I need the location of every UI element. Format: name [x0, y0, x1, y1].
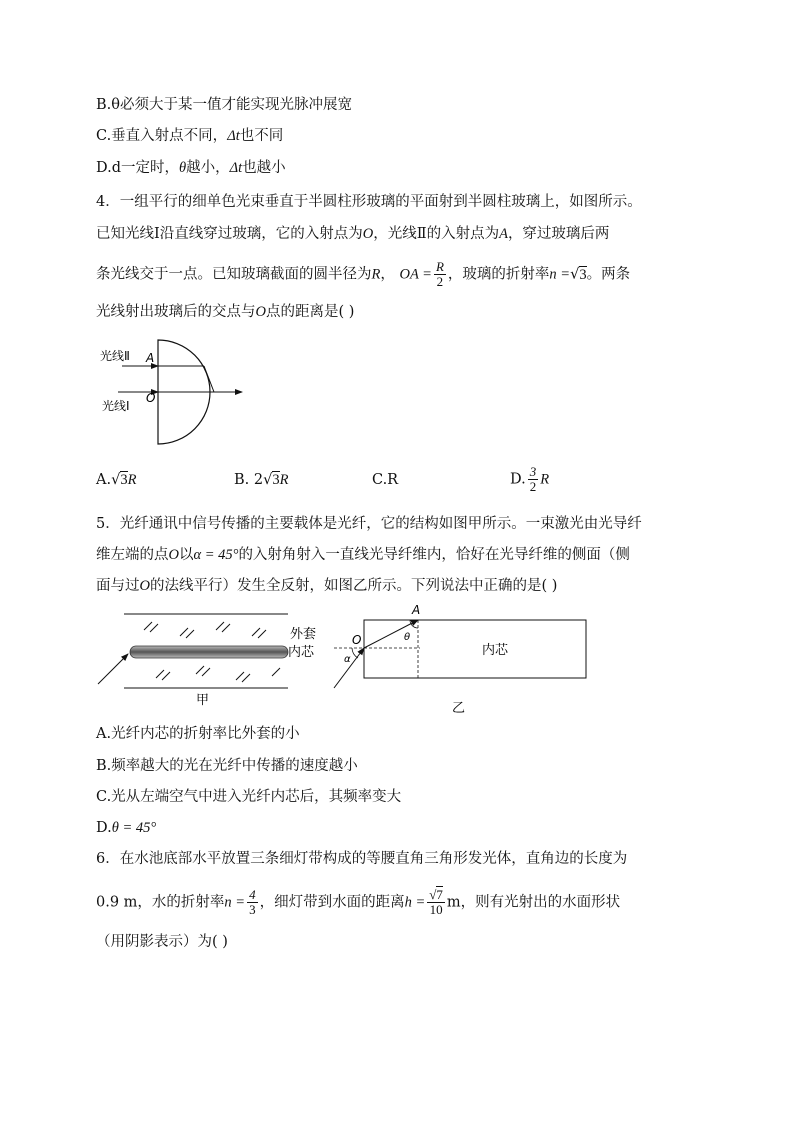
label-a: A: [146, 351, 155, 365]
q6-n: n =: [224, 894, 246, 911]
q4-semicircle-figure: [96, 334, 256, 449]
q4-option-c: C.R: [372, 472, 399, 488]
q4-text: ，玻璃的折射率: [447, 266, 550, 283]
label-ray-ii: 光线Ⅱ: [100, 349, 130, 363]
q5-text: 维左端的点: [96, 547, 169, 563]
q4-line-4: [96, 302, 354, 322]
q3-option-c-tail: 也不同: [239, 128, 284, 144]
q4-line-1: 4．一组平行的细单色光束垂直于半圆柱形玻璃的平面射到半圆柱玻璃上，如图所示。: [96, 194, 642, 210]
q4-option-b: B. 2√3R: [234, 472, 289, 488]
label-alpha: α: [344, 654, 351, 665]
q6-fraction-n: $\frac{4}{3}$: [249, 887, 256, 917]
q3-option-b: B.θ必须大于某一值才能实现光脉冲展宽: [96, 97, 352, 113]
q4-oa: OA =: [399, 266, 432, 283]
q3-option-d: [96, 158, 286, 178]
q5-option-d: D.θ = 45°: [96, 820, 157, 836]
label-outer: 外套: [290, 627, 317, 642]
q3-theta: θ: [179, 160, 187, 176]
q4-option-a: A.√3R: [96, 472, 137, 488]
q4-line-3: 条光线交于一点。已知玻璃截面的圆半径为R， OA = $\frac{R}{2}$ ，玻璃的折射率n =√3。两条: [96, 259, 631, 289]
q4-text: ，光线Ⅱ的入射点为: [373, 226, 500, 242]
label-o-yi: O: [352, 633, 362, 647]
label-o: O: [146, 391, 156, 405]
q4-text: 点的距离是( ): [265, 304, 355, 320]
ray-ii-out: [204, 366, 214, 392]
q5-text: 面与过: [96, 578, 140, 594]
label-jia: 甲: [196, 693, 210, 706]
fiber-core: [130, 646, 288, 658]
label-core-yi: 内芯: [482, 643, 509, 658]
label-theta: θ: [404, 632, 411, 643]
q5-line-2: [96, 545, 630, 565]
q6-text: ，细灯带到水面的距离: [259, 894, 405, 911]
q6-text: m，则有光射出的水面形状: [446, 894, 621, 911]
q5-alpha: α = 45°: [193, 547, 239, 563]
q5-line-3: [96, 576, 557, 596]
q4-text: 条光线交于一点。已知玻璃截面的圆半径为: [96, 266, 372, 283]
q6-line-2: [96, 888, 620, 917]
label-ray-i: 光线Ⅰ: [102, 399, 130, 413]
q4-text: 已知光线Ⅰ沿直线穿过玻璃，它的入射点为: [96, 226, 363, 242]
q4-radius: R: [371, 266, 381, 283]
q3-option-d-tail: 也越小: [242, 160, 286, 176]
q5-line-1: 5．光纤通讯中信号传播的主要载体是光纤，它的结构如图甲所示。一束激光由光导纤: [96, 516, 642, 532]
q4-text: ，穿过玻璃后两: [507, 226, 610, 242]
q6-line-3: （用阴影表示）为( ): [96, 934, 228, 950]
q5-option-b: B.频率越大的光在光纤中传播的速度越小: [96, 758, 358, 774]
label-yi: 乙: [452, 701, 466, 716]
incident-ray: [98, 654, 128, 684]
q3-option-c: [96, 126, 283, 146]
q3-option-d-text: D.d一定时，: [96, 160, 179, 176]
q4-point-o-2: O: [255, 304, 266, 320]
q5-point-o: O: [168, 547, 179, 563]
q4-text: 光线射出玻璃后的交点与: [96, 304, 256, 320]
q5-option-a: A.光纤内芯的折射率比外套的小: [96, 726, 300, 742]
q4-option-d: D. $\frac{3}{2}$ R: [510, 464, 550, 494]
q3-delta-t: Δt: [227, 128, 240, 144]
q5-option-c: C.光从左端空气中进入光纤内芯后，其频率变大: [96, 789, 402, 805]
q3-option-c-text: C.垂直入射点不同，: [96, 128, 228, 144]
q4-point-o: O: [362, 226, 374, 242]
q4-line-2: [96, 224, 609, 244]
fiber-core-section: [364, 620, 586, 678]
q5-point-o-2: O: [139, 578, 150, 594]
label-a-yi: A: [412, 603, 421, 617]
q6-line-1: 6．在水池底部水平放置三条细灯带构成的等腰直角三角形发光体，直角边的长度为: [96, 851, 628, 867]
q3-option-d-mid: 越小，: [186, 160, 230, 176]
q5-text: 以: [178, 547, 194, 563]
q4-text: 。两条: [586, 266, 631, 283]
q6-text: 0.9 m，水的折射率: [96, 894, 225, 911]
q4-fraction: $\frac{R}{2}$: [435, 259, 444, 289]
q5-figure-jia: [96, 606, 336, 706]
q5-text: 的入射角射入一直线光导纤维内，恰好在光导纤维的侧面（侧: [238, 547, 630, 563]
q5-text: 的法线平行）发生全反射，如图乙所示。下列说法中正确的是( ): [149, 578, 558, 594]
q4-text: ，: [380, 266, 395, 283]
q4-sqrt3: 3: [579, 266, 587, 283]
q6-fraction-h: $\frac{√7}{10}$: [429, 887, 443, 917]
q6-h: h =: [404, 894, 426, 911]
q4-point-a: A: [499, 226, 508, 242]
label-core: 内芯: [288, 645, 315, 660]
q4-n: n =: [549, 266, 571, 283]
q5-figure-yi: [330, 600, 592, 718]
q3-delta-t-2: Δt: [229, 160, 243, 176]
